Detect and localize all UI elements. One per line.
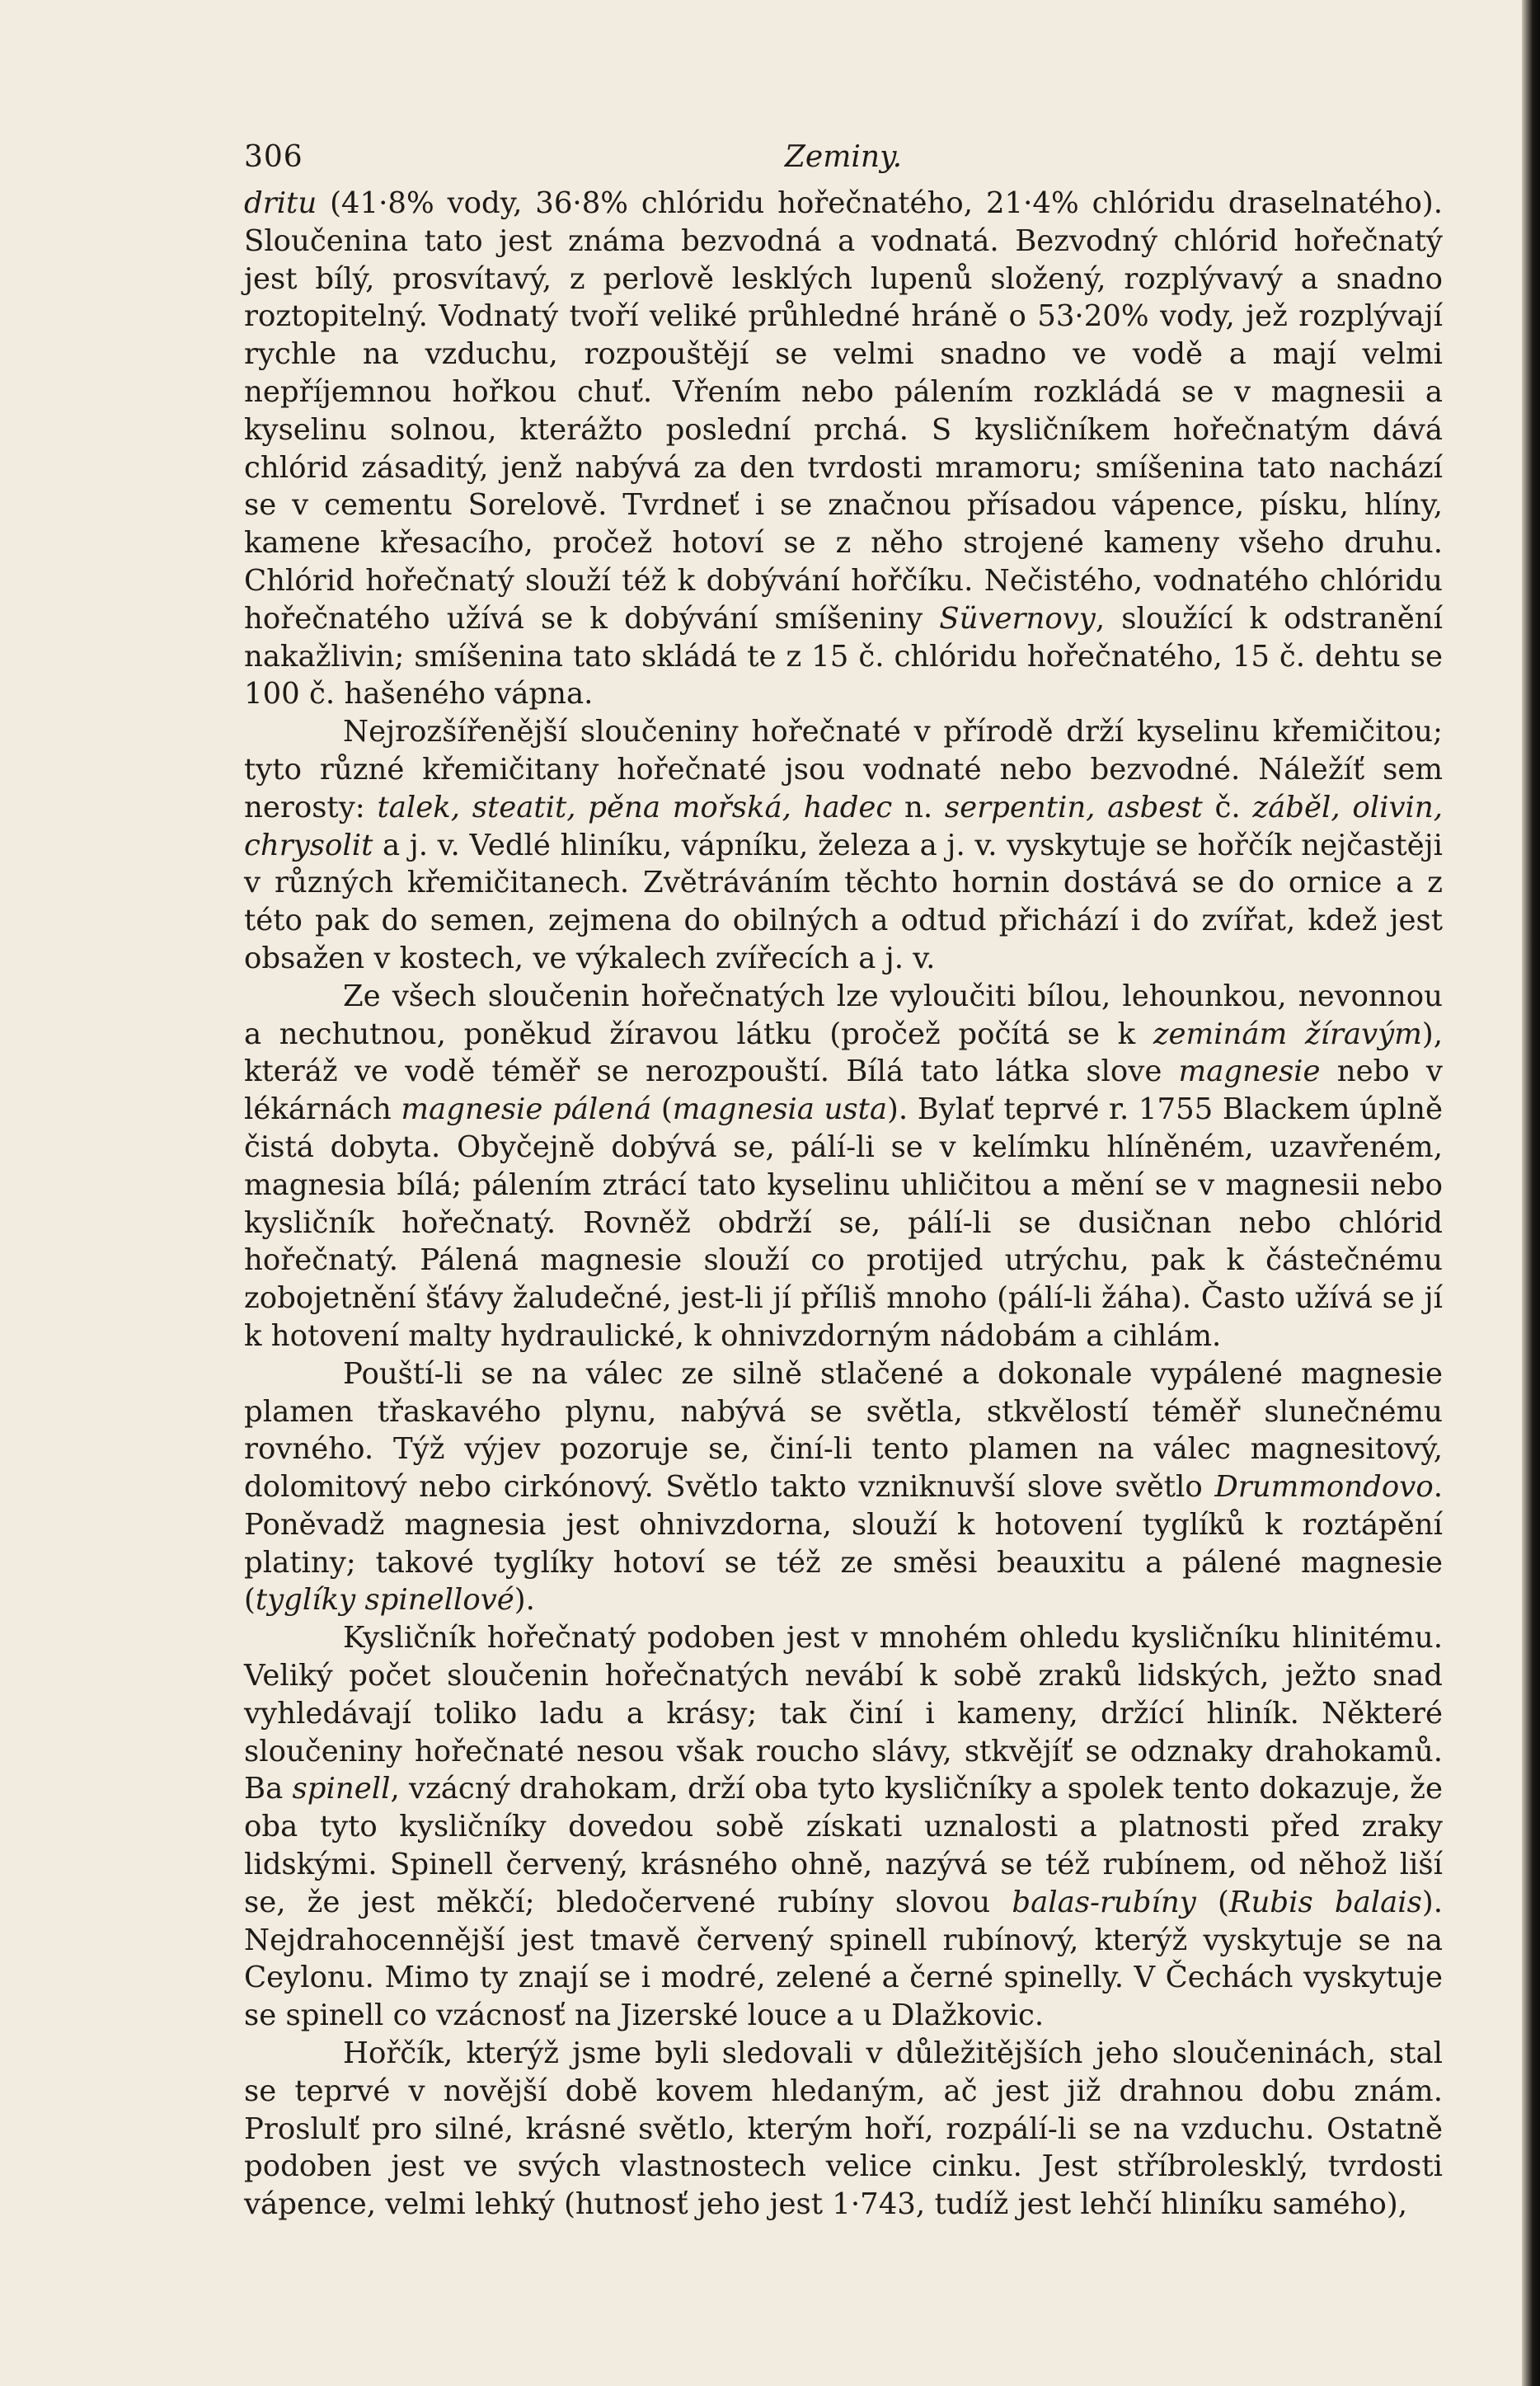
text-run: nebo v lékárnách [244, 1054, 1443, 1127]
italic-term: spinell [292, 1772, 391, 1806]
paragraph [244, 713, 1443, 978]
italic-term: zeminám žíravým [1153, 1017, 1422, 1051]
text-run: . Poněvadž magnesia jest ohnivzdorna, slouží k hotovení tyglíků k roztápění platiny; takové tyglíky hotoví se též ze směsi beauxitu a pálené magnesie ( [244, 1470, 1443, 1618]
paragraph [244, 185, 1443, 713]
paragraph [244, 1619, 1443, 2035]
italic-term: magnesie [1178, 1054, 1321, 1089]
italic-term: magnesie pálená [401, 1092, 652, 1127]
paragraph [244, 2035, 1443, 2224]
text-run: Kysličník hořečnatý podoben jest v mnohém ohledu kysličníku hlinitému. Veliký počet sloučenin hořečnatých nevábí k sobě zraků lidských, ježto snad vyhledávají toliko ladu a krásy; tak činí i kameny, držící hliník. Některé sloučeniny hořečnaté nesou však roucho slávy, stkvějíť se odznaky drahokamů. Ba [244, 1621, 1443, 1806]
text-run: Nejrozšířenější sloučeniny hořečnaté v přírodě drží kyselinu křemičitou; tyto různé křemičitany hořečnaté jsou vodnaté nebo bezvodné. Náležíť sem nerosty: [244, 715, 1443, 824]
italic-term: tyglíky spinellové [255, 1583, 514, 1618]
paragraph [244, 1355, 1443, 1620]
text-run: ). Nejdrahocennější jest tmavě červený spinell rubínový, kterýž vyskytuje se na Ceylonu. Mimo ty znají se i modré, zelené a černé spinelly. V Čechách vyskytuje se spinell co vzácnosť na Jizerské louce a u Dlažkovic. [244, 1885, 1444, 2033]
text-run: Ze všech sloučenin hořečnatých lze vyloučiti bílou, lehounkou, nevonnou a nechutnou, poněkud žíravou látku (pročež počítá se k [244, 979, 1443, 1051]
text-run: Pouští-li se na válec ze silně stlačené a dokonale vypálené magnesie plamen třaskavého plynu, nabývá se světla, stkvělostí téměř slunečnému rovného. Týž výjev pozoruje se, činí-li tento plamen na válec magnesitový, dolomitový nebo cirkónový. Světlo takto vzniknuvší slove světlo [244, 1356, 1443, 1505]
text-run: Hořčík, kterýž jsme byli sledovali v důležitějších jeho sloučeninách, stal se teprvé v novější době kovem hledaným, ač jest již drahnou dobu znám. Proslulť pro silné, krásné světlo, kterým hoří, rozpálí-li se na vzduchu. Ostatně podoben jest ve svých vlastnostech velice cinku. Jest stříbrolesklý, tvrdosti vápence, velmi lehký (hutnosť jeho jest 1·743, tudíž jest lehčí hliníku samého), [244, 2036, 1443, 2222]
italic-term: balas-rubíny [1012, 1885, 1196, 1919]
italic-term: Rubis balais [1228, 1885, 1422, 1919]
text-run: ). Bylať teprvé r. 1755 Blackem úplně čistá dobyta. Obyčejně dobývá se, pálí-li se v kelímku hlíněném, uzavřeném, magnesia bílá; pálením ztrácí tato kyselinu uhličitou a mění se v magnesii nebo kysličník hořečnatý. Rovněž obdrží se, pálí-li se dusičnan nebo chlórid hořečnatý. Pálená magnesie slouží co protijed utrýchu, pak k částečnému zobojetnění šťávy žaludečné, jest-li jí příliš mnoho (pálí-li žáha). Často užívá se jí k hotovení malty hydraulické, k ohnivzdorným nádobám a cihlám. [244, 1092, 1443, 1353]
text-run: , vzácný drahokam, drží oba tyto kysličníky a spolek tento dokazuje, že oba tyto kysličníky dovedou sobě získati uznalosti a platnosti před zraky lidskými. Spinell červený, krásného ohně, nazývá se též rubínem, od něhož liší se, že jest měkčí; bledočervené rubíny slovou [244, 1772, 1443, 1919]
text-run: č. [1202, 790, 1253, 824]
text-run: ( [651, 1092, 673, 1127]
italic-term: serpentin, asbest [944, 790, 1203, 824]
paragraph [244, 978, 1443, 1355]
page-header [244, 132, 1443, 185]
italic-term: talek, steatit, pěna mořská, hadec [377, 790, 893, 824]
italic-term: záběl, olivin, chrysolit [244, 790, 1444, 862]
page-number: 306 [244, 140, 303, 174]
text-run: (41·8% vody, 36·8% chlóridu hořečnatého, 21·4% chlóridu draselnatého). Sloučenina tato jest známa bezvodná a vodnatá. Bezvodný chlórid hořečnatý jest bílý, prosvítavý, z perlově lesklých lupenů složený, rozplývavý a snadno roztopitelný. Vodnatý tvoří veliké průhledné hráně o 53·20% vody, jež rozplývají rychle na vzduchu, rozpouštějí se velmi snadno ve vodě a mají velmi nepříjemnou hořkou chuť. Vřením nebo pálením rozkládá se v magnesii a kyselinu solnou, kterážto poslední prchá. S kysličníkem hořečnatým dává chlórid zásaditý, jenž nabývá za den tvrdosti mramoru; smíšenina tato nachází se v cementu Sorelově. Tvrdneť i se značnou přísadou vápence, písku, hlíny, kamene křesacího, pročež hotoví se z něho strojené kameny všeho druhu. Chlórid hořečnatý slouží též k dobývání hořčíku. Nečistého, vodnatého chlóridu hořečnatého užívá se k dobývání smíšeniny [244, 186, 1443, 636]
text-run: n. [892, 790, 945, 824]
italic-term: Drummondovo [1214, 1470, 1434, 1505]
body-text [244, 185, 1443, 2224]
text-run: a j. v. Vedlé hliníku, vápníku, železa a j. v. vyskytuje se hořčík nejčastěji v různých křemičitanech. Zvětráváním těchto hornin dostává se do ornice a z této pak do semen, zejmena do obilných a odtud přichází i do zvířat, kdež jest obsažen v kostech, ve výkalech zvířecích a j. v. [244, 828, 1443, 975]
italic-term: dritu [244, 186, 317, 220]
text-run: ). [514, 1583, 535, 1618]
text-run: ), kteráž ve vodě téměř se nerozpouští. Bílá tato látka slove [244, 1017, 1443, 1089]
book-spine-shadow [1522, 0, 1540, 2386]
italic-term: Süvernovy [939, 601, 1096, 636]
italic-term: magnesia usta [672, 1092, 888, 1127]
page [244, 132, 1443, 2224]
text-run: ( [1195, 1885, 1229, 1919]
text-run: , sloužící k odstranění nakažlivin; smíšenina tato skládá te z 15 č. chlóridu hořečnatého, 15 č. dehtu se 100 č. hašeného vápna. [244, 601, 1443, 712]
running-title: Zeminy. [784, 140, 903, 174]
